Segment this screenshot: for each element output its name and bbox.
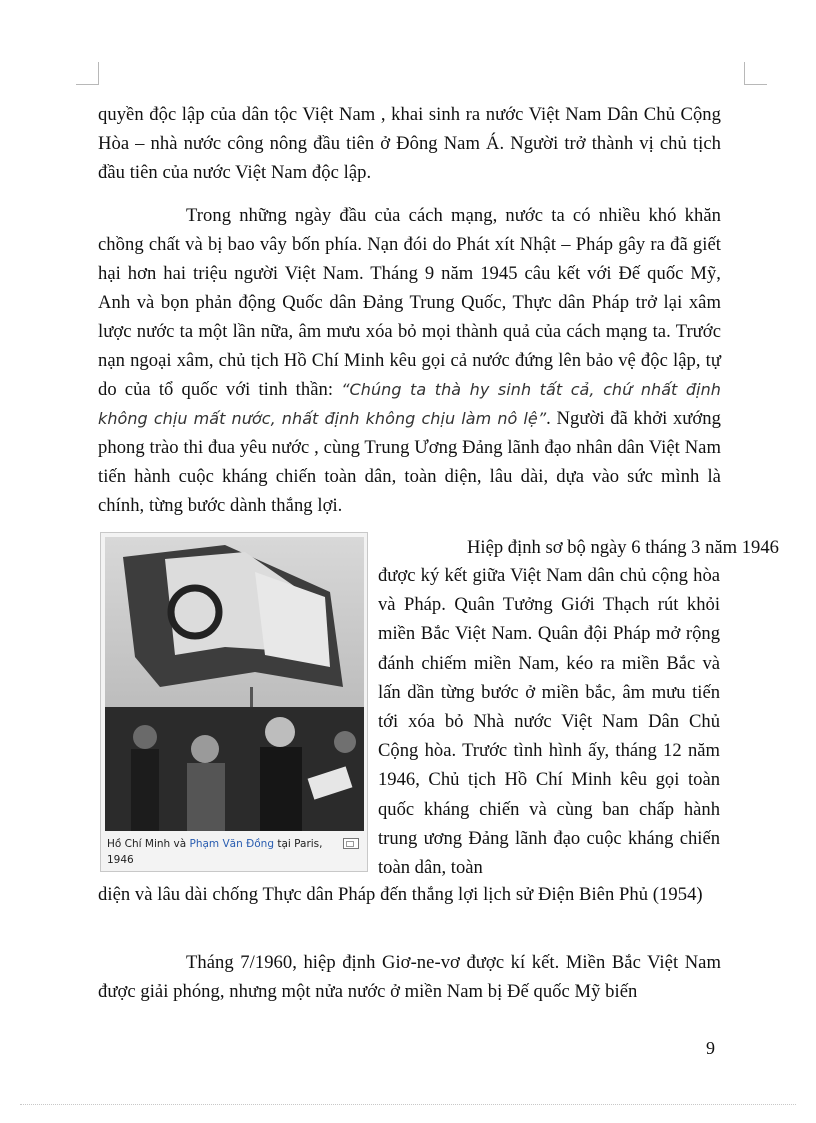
- paragraph-2-continuation: . Người đã khởi xướng phong trào thi đua yêu nước , cùng Trung Ương Đảng lãnh đạo nhân dân Việt Nam tiến hành cuộc kháng chiến toàn dân, toàn diện, lâu dài, dựa vào sức mình là chính, từng bước dành thắng lợi.: [98, 408, 721, 516]
- caption-link-pham-van-dong[interactable]: Phạm Văn Đồng: [189, 838, 274, 850]
- crop-mark-top-left: [76, 62, 99, 85]
- page-bottom-rule: [20, 1104, 796, 1105]
- paragraph-3-tail: diện và lâu dài chống Thực dân Pháp đến thắng lợi lịch sử Điện Biên Phủ (1954): [98, 884, 703, 905]
- photo-illustration: [105, 537, 364, 831]
- ho-chi-minh-quote: “Chúng ta thà hy sinh tất cả, chứ nhất định không chịu mất nước, nhất định không chịu làm nô lệ”: [98, 380, 721, 428]
- paragraph-2: [98, 201, 721, 520]
- caption-text: Hồ Chí Minh và: [107, 838, 190, 850]
- paragraph-4-text: Tháng 7/1960, hiệp định Giơ-ne-vơ được kí kết. Miền Bắc Việt Nam được giải phóng, nhưng một nửa nước ở miền Nam bị Đế quốc Mỹ biến: [98, 952, 721, 1002]
- paragraph-1: quyền độc lập của dân tộc Việt Nam , khai sinh ra nước Việt Nam Dân Chủ Cộng Hòa – nhà nước công nông đầu tiên ở Đông Nam Á. Người trở thành vị chủ tịch đầu tiên của nước Việt Nam độc lập.: [98, 104, 721, 183]
- paragraph-3-first-line: Hiệp định sơ bộ ngày 6 tháng 3 năm 1946: [467, 537, 779, 558]
- photo-caption: [107, 836, 337, 868]
- paragraph-3-wrapped: được ký kết giữa Việt Nam dân chủ cộng hòa và Pháp. Quân Tưởng Giới Thạch rút khỏi miền Bắc Việt Nam. Quân đội Pháp mở rộng đánh chiếm miền Nam, kéo ra miền Bắc và lấn dần từng bước ở miền bắc, âm mưu tiến tới xóa bỏ Nhà nước Việt Nam Dân Chủ Cộng hòa. Trước tình hình ấy, tháng 12 năm 1946, Chủ tịch Hồ Chí Minh kêu gọi toàn quốc kháng chiến và cùng ban chấp hành trung ương Đảng lãnh đạo cuộc kháng chiến toàn dân, toàn: [378, 565, 720, 879]
- paragraph-4: [98, 948, 721, 1006]
- historical-photo-figure: [100, 532, 368, 872]
- paragraph-2-text: Trong những ngày đầu của cách mạng, nước ta có nhiều khó khăn chồng chất và bị bao vây bốn phía. Nạn đói do Phát xít Nhật – Pháp gây ra đã giết hại hơn hai triệu người Việt Nam. Tháng 9 năm 1945 câu kết với Đế quốc Mỹ, Anh và bọn phản động Quốc dân Đảng Trung Quốc, Thực dân Pháp trở lại xâm lược nước ta một lần nữa, âm mưu xóa bỏ mọi thành quả của cách mạng ta. Trước nạn ngoại xâm, chủ tịch Hồ Chí Minh kêu gọi cả nước đứng lên bảo vệ độc lập, tự do của tổ quốc với tinh thần:: [98, 205, 721, 400]
- page-number: 9: [706, 1038, 715, 1058]
- caption-text-suffix: tại Paris, 1946: [107, 838, 323, 866]
- historical-photo: [105, 537, 364, 831]
- enlarge-icon[interactable]: [343, 838, 359, 849]
- crop-mark-top-right: [744, 62, 767, 85]
